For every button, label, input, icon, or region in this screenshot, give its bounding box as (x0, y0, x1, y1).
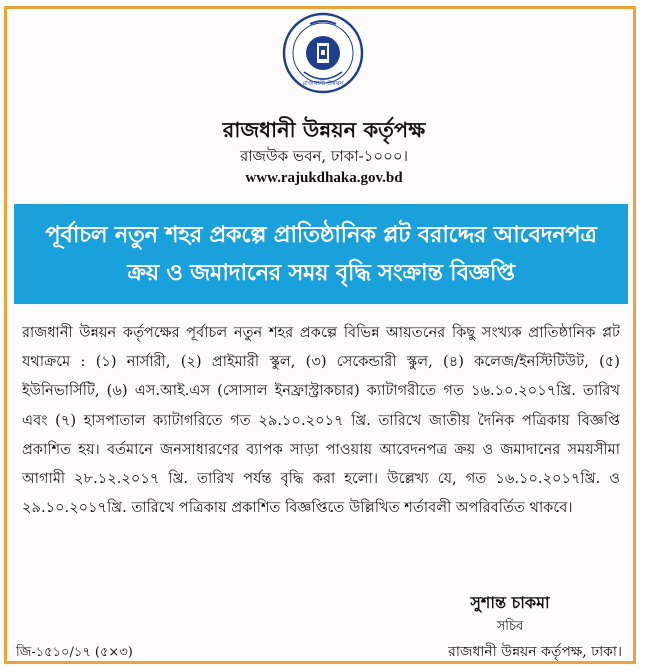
organization-name: রাজধানী উন্নয়ন কর্তৃপক্ষ (222, 117, 426, 142)
notice-title-banner (14, 204, 628, 304)
rajuk-logo-seal (282, 12, 364, 94)
organization-website-link[interactable]: www.rajukdhaka.gov.bd (245, 170, 403, 186)
signatory-name: সুশান্ত চাকমা (470, 593, 550, 612)
signatory-title: সচিব (496, 619, 524, 634)
notice-body-paragraph: রাজধানী উন্নয়ন কর্তৃপক্ষের পূর্বাচল নতুন শহর প্রকল্পে বিভিন্ন আয়তনের কিছু সংখ্যক প্রাতিষ্ঠানিক প্লট যথাক্রমে : (১) নার্সারী, (২) প্রাইমারী স্কুল, (৩) সেকেন্ডারী স্কুল, (৪) কলেজ/ইনস্টিটিউট, (৫) ইউনিভার্সিটি, (৬) এস.আই.এস (সোসাল ইনফ্রাস্ট্রাকচার) ক্যাটাগরীতে গত ১৬.১০.২০১৭খ্রি. তারিখ এবং (৭) হাসপাতাল ক্যাটাগরিতে গত ২৯.১০.২০১৭ খ্রি. তারিখে জাতীয় দৈনিক পত্রিকায় বিজ্ঞপ্তি প্রকাশিত হয়। বর্তমানে জনসাধারণের ব্যাপক সাড়া পাওয়ায় আবেদনপত্র ক্রয় ও জমাদানের সময়সীমা আগামী ২৮.১২.২০১৭ খ্রি. তারিখ পর্যন্ত বৃদ্ধি করা হলো। উল্লেখ্য যে, গত ১৬.১০.২০১৭খ্রি. ও ২৯.১০.২০১৭খ্রি. তারিখে পত্রিকায় প্রকাশিত বিজ্ঞপ্তিতে উল্লিখিত শর্তাবলী অপরিবর্তিত থাকবে। (22, 324, 620, 517)
signatory-office: রাজধানী উন্নয়ন কর্তৃপক্ষ, ঢাকা। (448, 644, 622, 660)
notice-title-line-2: ক্রয় ও জমাদানের সময় বৃদ্ধি সংক্রান্ত বিজ্ঞপ্তি (127, 260, 515, 286)
logo-lettering: রাজধানী উন্নয়ন (302, 79, 344, 87)
advertisement-reference-code: জি-১৫১০/১৭ (৫×৩) (16, 645, 133, 660)
notice-title-line-1: পূর্বাচল নতুন শহর প্রকল্পে প্রাতিষ্ঠানিক প্লট বরাদ্দের আবেদনপত্র (45, 222, 597, 248)
organization-address: রাজউক ভবন, ঢাকা-১০০০। (239, 147, 409, 165)
